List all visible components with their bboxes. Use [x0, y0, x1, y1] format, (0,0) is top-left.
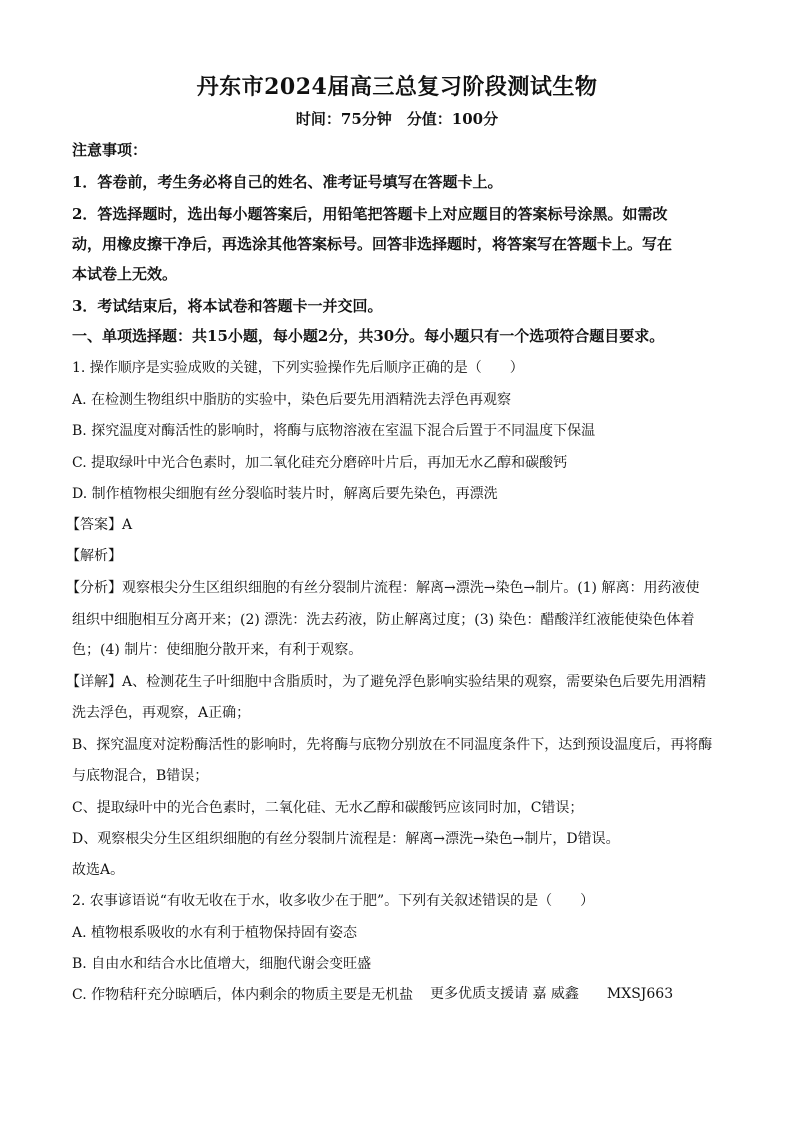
exam-time-score: 时间：75分钟 分值：100分	[295, 110, 499, 128]
q1-fenxi-line-1: 【分析】观察根尖分生区组织细胞的有丝分裂制片流程：解离→漂洗→染色→制片。(1) 解离：用药液使	[66, 580, 700, 596]
q1-xiangjie-line-1: 【详解】A、检测花生子叶细胞中含脂质时，为了避免浮色影响实验结果的观察，需要染色后要先用酒精	[66, 674, 707, 690]
q2-stem: 2. 农事谚语说“有收无收在于水，收多收少在于肥”。下列有关叙述错误的是（ ）	[72, 893, 595, 909]
q1-option-c: C. 提取绿叶中光合色素时，加二氧化硅充分磨碎叶片后，再加无水乙醇和碳酸钙	[72, 455, 568, 471]
q1-analysis-label: 【解析】	[66, 548, 122, 564]
q1-xiangjie-line-5: C、提取绿叶中的光合色素时，二氧化硅、无水乙醇和碳酸钙应该同时加，C错误；	[72, 800, 584, 816]
watermark-text: 更多优质支援请 嘉 威鑫 MXSJ663	[430, 986, 674, 1002]
notice-item-2-line-2: 动，用橡皮擦干净后，再选涂其他答案标号。回答非选择题时，将答案写在答题卡上。写在	[72, 235, 673, 253]
q1-answer: 【答案】A	[66, 517, 133, 533]
q1-option-d: D. 制作植物根尖细胞有丝分裂临时装片时，解离后要先染色，再漂洗	[72, 486, 498, 502]
q2-option-c: C. 作物秸秆充分晾晒后，体内剩余的物质主要是无机盐	[72, 987, 414, 1003]
q1-fenxi-line-3: 色；(4) 制片：使细胞分散开来，有利于观察。	[72, 642, 363, 658]
q1-xiangjie-line-4: 与底物混合，B错误；	[72, 768, 209, 784]
q1-stem: 1. 操作顺序是实验成败的关键，下列实验操作先后顺序正确的是（ ）	[72, 360, 524, 376]
q1-xiangjie-line-6: D、观察根尖分生区组织细胞的有丝分裂制片流程是：解离→漂洗→染色→制片，D错误。	[72, 831, 620, 847]
notice-item-2-line-3: 本试卷上无效。	[72, 265, 178, 283]
notice-item-2-line-1: 2．答选择题时，选出每小题答案后，用铅笔把答题卡上对应题目的答案标号涂黑。如需改	[72, 205, 668, 223]
q2-option-b: B. 自由水和结合水比值增大，细胞代谢会变旺盛	[72, 956, 372, 972]
q1-xiangjie-line-3: B、探究温度对淀粉酶活性的影响时，先将酶与底物分别放在不同温度条件下，达到预设温度后，再将酶	[72, 737, 713, 753]
q1-option-a: A. 在检测生物组织中脂肪的实验中，染色后要先用酒精洗去浮色再观察	[72, 392, 512, 408]
q1-fenxi-line-2: 组织中细胞相互分离开来；(2) 漂洗：洗去药液，防止解离过度；(3) 染色：醋酸洋红液能使染色体着	[72, 612, 695, 628]
notice-heading: 注意事项：	[72, 141, 148, 159]
notice-item-1: 1．答卷前，考生务必将自己的姓名、准考证号填写在答题卡上。	[72, 173, 503, 191]
q2-option-a: A. 植物根系吸收的水有利于植物保持固有姿态	[72, 925, 358, 941]
section-heading: 一、单项选择题：共15小题，每小题2分，共30分。每小题只有一个选项符合题目要求。	[72, 327, 665, 345]
q1-option-b: B. 探究温度对酶活性的影响时，将酶与底物溶液在室温下混合后置于不同温度下保温	[72, 423, 596, 439]
q1-conclusion: 故选A。	[72, 862, 125, 878]
q1-xiangjie-line-2: 洗去浮色，再观察，A正确；	[72, 705, 251, 721]
page-title: 丹东市2024届高三总复习阶段测试生物	[196, 74, 598, 100]
notice-item-3: 3．考试结束后，将本试卷和答题卡一并交回。	[72, 297, 383, 315]
